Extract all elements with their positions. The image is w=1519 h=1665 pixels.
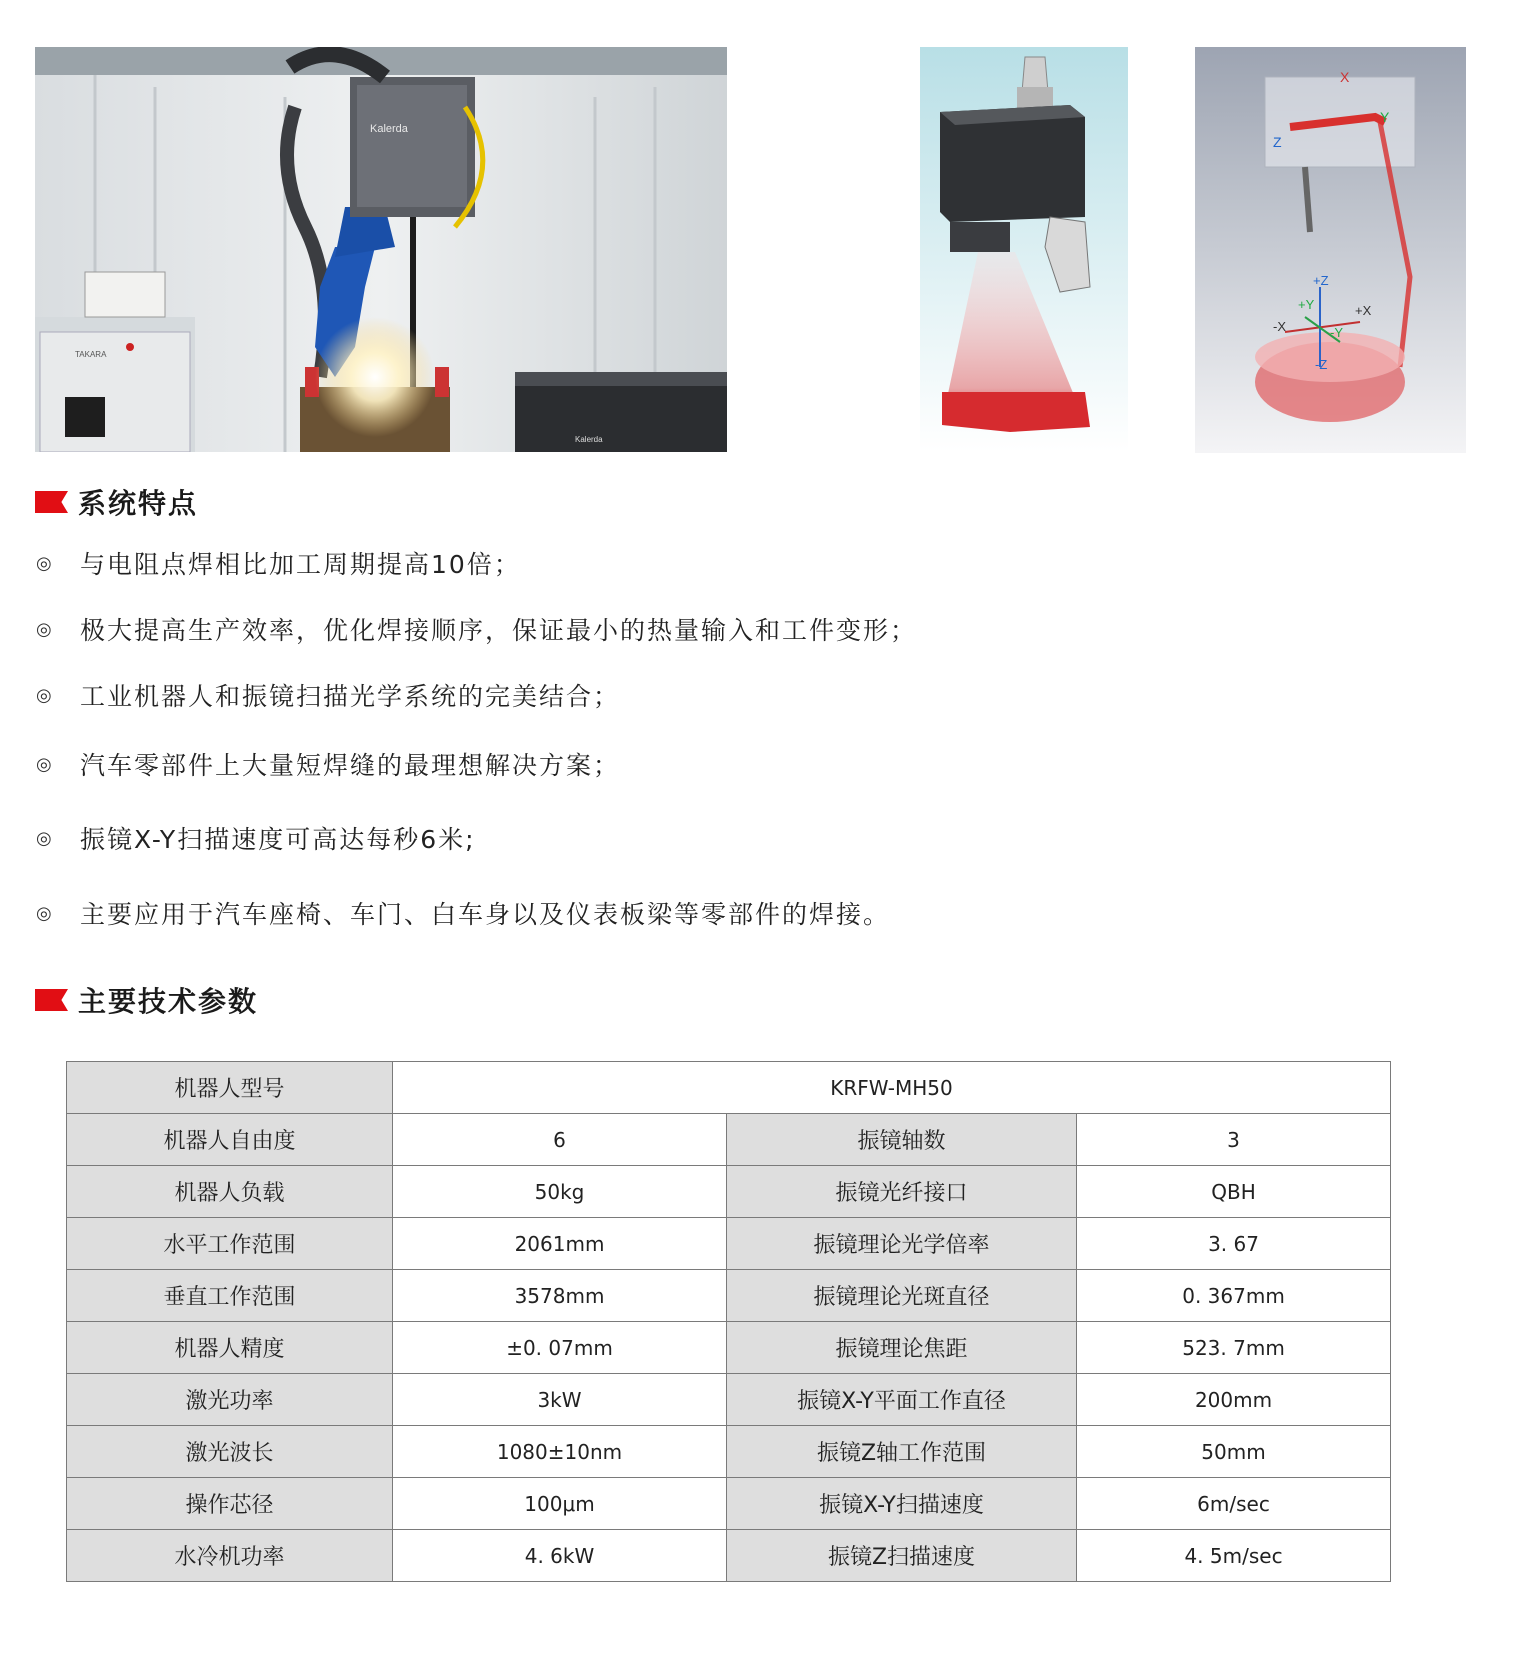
- param-label: 机器人精度: [67, 1322, 393, 1374]
- model-value: KRFW-MH50: [393, 1062, 1391, 1114]
- bullet-icon: ◎: [36, 902, 52, 924]
- scanner-head-render: [920, 47, 1128, 452]
- param-label: 振镜X-Y扫描速度: [727, 1478, 1077, 1530]
- param-value: 3. 67: [1077, 1218, 1391, 1270]
- table-row: [67, 1322, 1391, 1374]
- feature-item: [36, 746, 620, 782]
- param-value: 0. 367mm: [1077, 1270, 1391, 1322]
- param-value: 6m/sec: [1077, 1478, 1391, 1530]
- feature-item: [36, 820, 476, 856]
- param-value: 3578mm: [393, 1270, 727, 1322]
- param-label: 振镜理论焦距: [727, 1322, 1077, 1374]
- feature-text: 工业机器人和振镜扫描光学系统的完美结合；: [80, 682, 621, 711]
- axis-label-minus-z: -Z: [1315, 357, 1328, 372]
- table-row: [67, 1166, 1391, 1218]
- laser-head-brand: Kalerda: [370, 123, 408, 135]
- robot-welding-cell-photo: [35, 47, 727, 452]
- param-label: 垂直工作范围: [67, 1270, 393, 1322]
- feature-item: [36, 895, 890, 931]
- param-label: 振镜理论光斑直径: [727, 1270, 1077, 1322]
- feature-text: 主要应用于汽车座椅、车门、白车身以及仪表板梁等零部件的焊接。: [80, 900, 891, 929]
- table-row: [67, 1114, 1391, 1166]
- system-features-heading: [35, 482, 198, 522]
- param-value: 50kg: [393, 1166, 727, 1218]
- param-value: 523. 7mm: [1077, 1322, 1391, 1374]
- param-value: 3: [1077, 1114, 1391, 1166]
- feature-item: [36, 611, 917, 647]
- table-row: [67, 1530, 1391, 1582]
- bullet-icon: ◎: [36, 753, 52, 775]
- axis-label-y-top: Y: [1380, 109, 1390, 125]
- axis-label-z-top: Z: [1273, 134, 1282, 150]
- axis-label-plus-x: +X: [1355, 303, 1372, 318]
- table-row-model: [67, 1062, 1391, 1114]
- param-value: 4. 5m/sec: [1077, 1530, 1391, 1582]
- param-label: 机器人负载: [67, 1166, 393, 1218]
- heading-title: 主要技术参数: [78, 985, 259, 1018]
- heading-marker-icon: [35, 989, 68, 1011]
- tech-params-heading: [35, 980, 258, 1020]
- spec-table: [66, 1061, 1391, 1582]
- param-value: QBH: [1077, 1166, 1391, 1218]
- param-label: 水冷机功率: [67, 1530, 393, 1582]
- feature-item: [36, 545, 521, 581]
- param-label: 激光波长: [67, 1426, 393, 1478]
- param-value: 4. 6kW: [393, 1530, 727, 1582]
- table-row: [67, 1426, 1391, 1478]
- bullet-icon: ◎: [36, 618, 52, 640]
- table-row: [67, 1374, 1391, 1426]
- bullet-icon: ◎: [36, 684, 52, 706]
- table-row: [67, 1270, 1391, 1322]
- feature-text: 与电阻点焊相比加工周期提高10倍；: [80, 550, 521, 579]
- param-label: 振镜Z轴工作范围: [727, 1426, 1077, 1478]
- param-value: 100μm: [393, 1478, 727, 1530]
- param-value: 200mm: [1077, 1374, 1391, 1426]
- axis-label-minus-x: -X: [1273, 319, 1286, 334]
- feature-text: 极大提高生产效率，优化焊接顺序，保证最小的热量输入和工件变形；: [80, 616, 918, 645]
- power-source-brand: TAKARA: [75, 350, 107, 359]
- bullet-icon: ◎: [36, 827, 52, 849]
- axis-label-plus-z: +Z: [1313, 273, 1329, 288]
- galvo-axis-diagram: [1195, 47, 1466, 453]
- param-label: 振镜轴数: [727, 1114, 1077, 1166]
- param-value: 1080±10nm: [393, 1426, 727, 1478]
- axis-label-minus-y: -Y: [1330, 325, 1343, 340]
- param-label: 振镜理论光学倍率: [727, 1218, 1077, 1270]
- model-label: 机器人型号: [67, 1062, 393, 1114]
- param-label: 振镜Z扫描速度: [727, 1530, 1077, 1582]
- feature-item: [36, 677, 620, 713]
- param-value: 2061mm: [393, 1218, 727, 1270]
- axis-label-plus-y: +Y: [1298, 297, 1315, 312]
- param-label: 振镜光纤接口: [727, 1166, 1077, 1218]
- heading-marker-icon: [35, 491, 68, 513]
- heading-title: 系统特点: [78, 487, 199, 520]
- param-label: 激光功率: [67, 1374, 393, 1426]
- axis-label-x-top: X: [1340, 69, 1350, 85]
- param-value: 50mm: [1077, 1426, 1391, 1478]
- param-value: ±0. 07mm: [393, 1322, 727, 1374]
- feature-text: 汽车零部件上大量短焊缝的最理想解决方案；: [80, 751, 621, 780]
- param-label: 机器人自由度: [67, 1114, 393, 1166]
- param-value: 3kW: [393, 1374, 727, 1426]
- param-label: 水平工作范围: [67, 1218, 393, 1270]
- bullet-icon: ◎: [36, 552, 52, 574]
- param-label: 振镜X-Y平面工作直径: [727, 1374, 1077, 1426]
- table-row: [67, 1218, 1391, 1270]
- feature-text: 振镜X-Y扫描速度可高达每秒6米;: [80, 825, 476, 854]
- table-row: [67, 1478, 1391, 1530]
- param-value: 6: [393, 1114, 727, 1166]
- cabinet-brand: Kalerda: [575, 435, 603, 444]
- param-label: 操作芯径: [67, 1478, 393, 1530]
